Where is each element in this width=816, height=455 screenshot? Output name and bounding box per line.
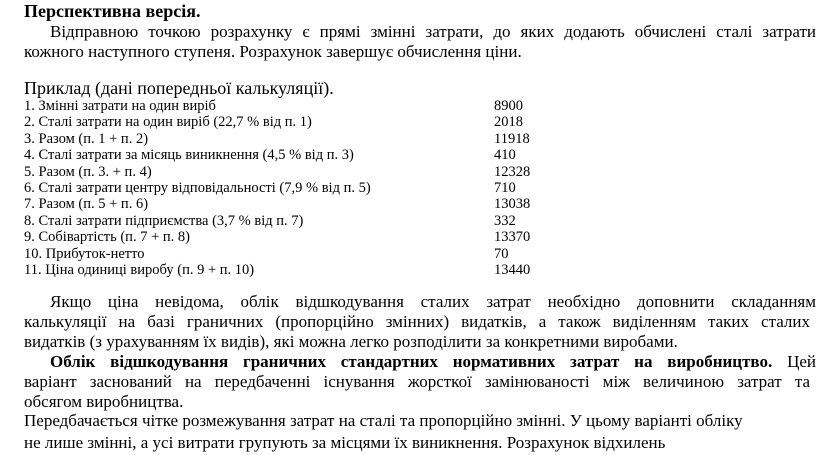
list-item [24, 148, 584, 163]
intro-line-2: кожного наступного ступеня. Розрахунок завершує обчислення ціни. [24, 42, 522, 61]
list-item [24, 181, 584, 196]
list-item [24, 230, 584, 245]
list-item-value: 2018 [494, 114, 523, 131]
list-item-value: 13440 [494, 262, 531, 278]
list-item-value: 710 [494, 180, 516, 196]
list-item-value: 410 [494, 147, 516, 164]
paragraph-4-line-2: не лише змінні, а усі витрати групують за місцями їх виникнення. Розрахунок відхилень [24, 433, 666, 452]
list-item-value: 13038 [494, 196, 531, 213]
intro-line-1: Відправною точкою розрахунку є прямі змінні затрати, до яких додають обчислені сталі затрати [50, 22, 816, 41]
paragraph-2-line-3: видатків (з урахуванням їх видів), які можна легко розподілити за конкретними виробами. [24, 332, 678, 351]
list-item [24, 214, 584, 229]
list-item-value: 11918 [494, 130, 530, 147]
paragraph-3-line-3: обсягом виробництва. [24, 392, 184, 411]
paragraph-3-line-2: варіант заснований на передбаченні існування жорсткої замінюваності між величиною затрат та [24, 372, 810, 391]
list-item-label: 3. Разом (п. 1 + п. 2) [24, 130, 149, 147]
list-item-value: 70 [494, 245, 509, 262]
list-item [24, 247, 584, 262]
list-item-label: 4. Сталі затрати за місяць виникнення (4,5 % від п. 3) [24, 147, 354, 164]
list-item-label: 6. Сталі затрати центру відповідальності (7,9 % від п. 5) [24, 180, 371, 196]
list-item [24, 132, 584, 147]
list-item-label: 8. Сталі затрати підприємства (3,7 % від п. 7) [24, 212, 304, 229]
paragraph-2-line-1: Якщо ціна невідома, облік відшкодування сталих затрат необхідно доповнити складанням [50, 292, 816, 311]
list-item-label: 2. Сталі затрати на один виріб (22,7 % від п. 1) [24, 114, 312, 131]
list-item [24, 197, 584, 212]
paragraph-3-line-1 [50, 352, 816, 372]
paragraph-3-bold-heading: Облік відшкодування граничних стандартних нормативних затрат на виробництво. [50, 352, 773, 371]
list-item-label: 10. Прибуток-нетто [24, 245, 145, 262]
paragraph-3-rest: Цей [772, 352, 816, 371]
list-item [24, 165, 584, 180]
list-item-label: 9. Собівартість (п. 7 + п. 8) [24, 229, 190, 246]
list-item-label: 5. Разом (п. 3. + п. 4) [24, 163, 152, 180]
list-item-label: 11. Ціна одиниці виробу (п. 9 + п. 10) [24, 262, 255, 278]
list-item [24, 263, 584, 278]
list-item-value: 13370 [494, 229, 531, 246]
list-item-value: 332 [494, 212, 516, 229]
list-item-label: 1. Змінні затрати на один виріб [24, 98, 216, 114]
example-heading: Приклад (дані попередньої калькуляції). [24, 78, 334, 98]
list-item-value: 8900 [494, 98, 523, 114]
list-item [24, 115, 584, 130]
paragraph-2-line-2: калькуляції на базі граничних (пропорційно змінних) видатків, а також виділенням таких сталих [24, 312, 810, 331]
list-item-label: 7. Разом (п. 5 + п. 6) [24, 196, 149, 213]
paragraph-4-line-1: Передбачається чітке розмежування затрат на сталі та пропорційно змінні. У цьому варіанті обліку [24, 411, 743, 430]
list-item [24, 99, 584, 114]
section-title: Перспективна версія. [24, 1, 201, 21]
list-item-value: 12328 [494, 163, 531, 180]
